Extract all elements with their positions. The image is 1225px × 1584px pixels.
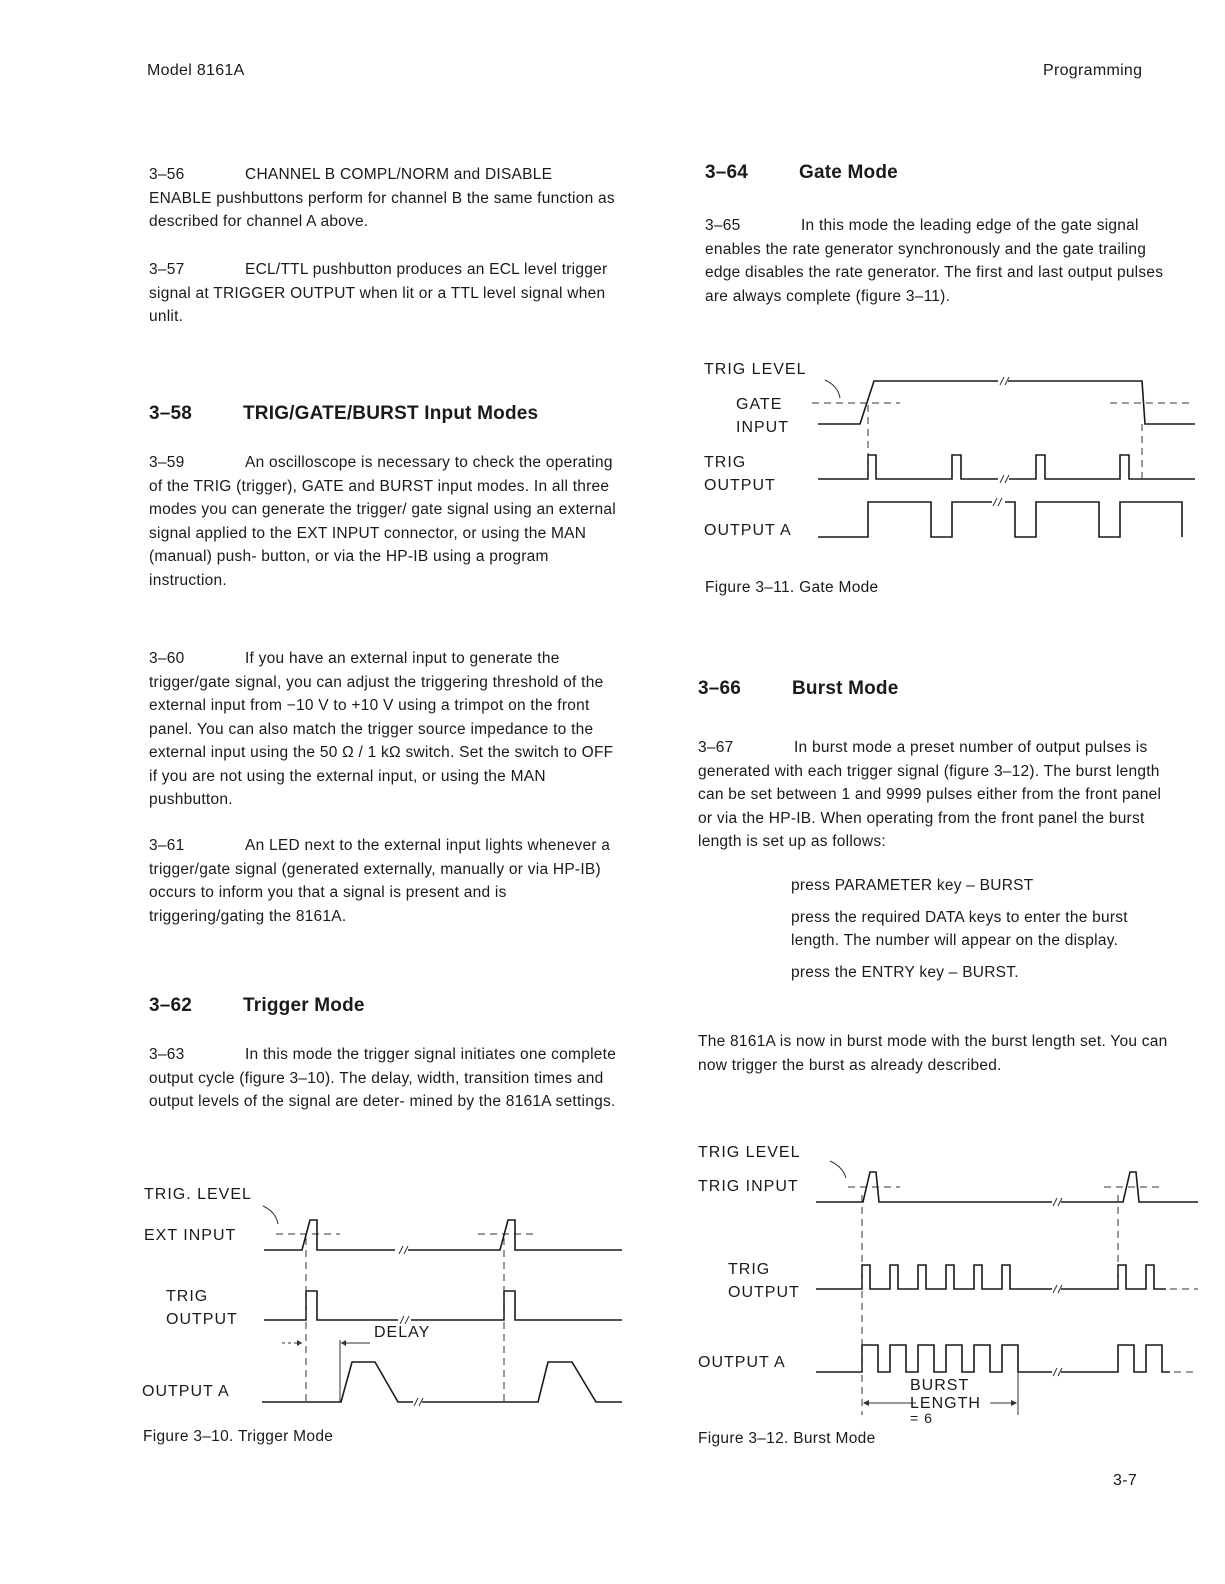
label-trig: TRIG [166, 1288, 209, 1305]
output-a-waveform [262, 1362, 622, 1402]
label-length: LENGTH [910, 1395, 981, 1412]
paragraph-text: If you have an external input to generate the trigger/gate signal, you can adjust the triggering threshold of the external input from −10 V to +10 V using a trimpot on the front panel. You can also match the trigger source impedance to the external input using the 50 Ω / 1 kΩ switch. Set the switch to OFF if you are not using the external input, or using the MAN pushbutton. [149, 650, 614, 808]
label-trig-level: TRIG LEVEL [698, 1144, 801, 1161]
figure-3-10-trigger-mode-diagram [130, 1170, 630, 1410]
heading-title: Gate Mode [799, 162, 898, 183]
figure-3-10-caption: Figure 3–10. Trigger Mode [143, 1428, 334, 1445]
heading-number: 3–58 [149, 403, 193, 424]
trig-output-waveform [264, 1291, 622, 1320]
label-gate: GATE [736, 396, 783, 413]
step-3: press the ENTRY key – BURST. [791, 963, 1019, 981]
paragraph-number: 3–67 [698, 739, 734, 756]
paragraph-text: CHANNEL B COMPL/NORM and DISABLE ENABLE pushbuttons perform for channel B the same function as described for channel A above. [149, 166, 615, 230]
header-model: Model 8161A [147, 62, 245, 79]
heading-title: Burst Mode [792, 678, 899, 699]
paragraph-3-56 [149, 163, 619, 234]
section-heading-3-58 [149, 403, 538, 425]
heading-number: 3–62 [149, 995, 193, 1016]
paragraph-number: 3–59 [149, 454, 185, 471]
conclusion-text: The 8161A is now in burst mode with the burst length set. You can now trigger the burst as already described. [698, 1033, 1168, 1074]
label-trig: TRIG [704, 454, 747, 471]
paragraph-text: In burst mode a preset number of output pulses is generated with each trigger signal (figure 3–12). The burst length can be set between 1 and 9999 pulses either from the front panel or via the HP-IB. When operating from the front panel the burst length is set up as follows: [698, 739, 1162, 850]
heading-title: Trigger Mode [243, 995, 365, 1016]
paragraph-text: An LED next to the external input lights whenever a trigger/gate signal (generated externally, manually or via HP-IB) occurs to inform you that a signal is present and is triggering/gating the 8161A. [149, 837, 611, 925]
paragraph-3-57 [149, 258, 619, 329]
heading-title: TRIG/GATE/BURST Input Modes [243, 403, 539, 424]
burst-setup-steps [791, 874, 1151, 992]
trig-level-pointer [830, 1161, 846, 1178]
paragraph-number: 3–57 [149, 261, 185, 278]
output-a-waveform [818, 502, 1182, 537]
label-trig-level: TRIG. LEVEL [144, 1186, 252, 1203]
label-output-a: OUTPUT A [698, 1354, 786, 1371]
paragraph-3-65 [705, 214, 1175, 308]
paragraph-3-63 [149, 1043, 619, 1114]
page-number: 3-7 [1113, 1472, 1138, 1489]
section-heading-3-64 [705, 162, 898, 184]
label-input: INPUT [736, 419, 789, 436]
trig-output-waveform [818, 455, 1195, 479]
paragraph-text: ECL/TTL pushbutton produces an ECL level trigger signal at TRIGGER OUTPUT when lit or a TTL level signal when unlit. [149, 261, 608, 325]
label-trig-input: TRIG INPUT [698, 1178, 799, 1195]
trig-level-pointer [825, 380, 840, 398]
section-heading-3-66 [698, 678, 899, 700]
label-output-a: OUTPUT A [704, 522, 792, 539]
burst-mode-conclusion [698, 1030, 1173, 1077]
paragraph-number: 3–65 [705, 217, 741, 234]
figure-3-12-caption: Figure 3–12. Burst Mode [698, 1430, 876, 1447]
paragraph-number: 3–63 [149, 1046, 185, 1063]
ext-input-waveform [264, 1220, 622, 1250]
label-trig: TRIG [728, 1261, 771, 1278]
step-1: press PARAMETER key – BURST [791, 877, 1034, 894]
figure-3-11-caption: Figure 3–11. Gate Mode [705, 579, 879, 596]
figure-3-12-burst-mode-diagram [690, 1135, 1200, 1425]
label-output: OUTPUT [704, 477, 776, 494]
label-delay: DELAY [374, 1324, 431, 1341]
paragraph-number: 3–61 [149, 837, 185, 854]
paragraph-text: In this mode the trigger signal initiates one complete output cycle (figure 3–10). The delay, width, transition times and output levels of the signal are deter- mined by the 8161A settings. [149, 1046, 617, 1110]
heading-number: 3–66 [698, 678, 742, 699]
label-output: OUTPUT [728, 1284, 800, 1301]
paragraph-3-61 [149, 834, 619, 928]
label-burst-count: = 6 [910, 1410, 933, 1425]
output-a-waveform [816, 1345, 1170, 1372]
paragraph-3-59 [149, 451, 619, 592]
paragraph-number: 3–56 [149, 166, 185, 183]
paragraph-number: 3–60 [149, 650, 185, 667]
paragraph-3-67 [698, 736, 1173, 854]
label-output: OUTPUT [166, 1311, 238, 1328]
label-trig-level: TRIG LEVEL [704, 361, 807, 378]
paragraph-3-60 [149, 647, 624, 812]
paragraph-text: In this mode the leading edge of the gate signal enables the rate generator synchronously and the gate trailing edge disables the rate generator. The first and last output pulses are always complete (figure 3–11). [705, 217, 1164, 305]
trig-output-waveform [816, 1265, 1166, 1289]
trig-level-pointer [263, 1206, 278, 1224]
label-output-a: OUTPUT A [142, 1383, 230, 1400]
header-section: Programming [1043, 62, 1143, 79]
label-ext-input: EXT INPUT [144, 1227, 237, 1244]
step-2: press the required DATA keys to enter the burst length. The number will appear on the display. [791, 908, 1128, 949]
paragraph-text: An oscilloscope is necessary to check the operating of the TRIG (trigger), GATE and BURST input modes. In all three modes you can generate the trigger/ gate signal using an external signal applied to the EXT INPUT connector, or using the MAN (manual) push- button, or via the HP-IB using a program instruction. [149, 454, 616, 589]
section-heading-3-62 [149, 995, 365, 1017]
heading-number: 3–64 [705, 162, 749, 183]
label-burst: BURST [910, 1377, 970, 1394]
figure-3-11-gate-mode-diagram [690, 350, 1200, 550]
